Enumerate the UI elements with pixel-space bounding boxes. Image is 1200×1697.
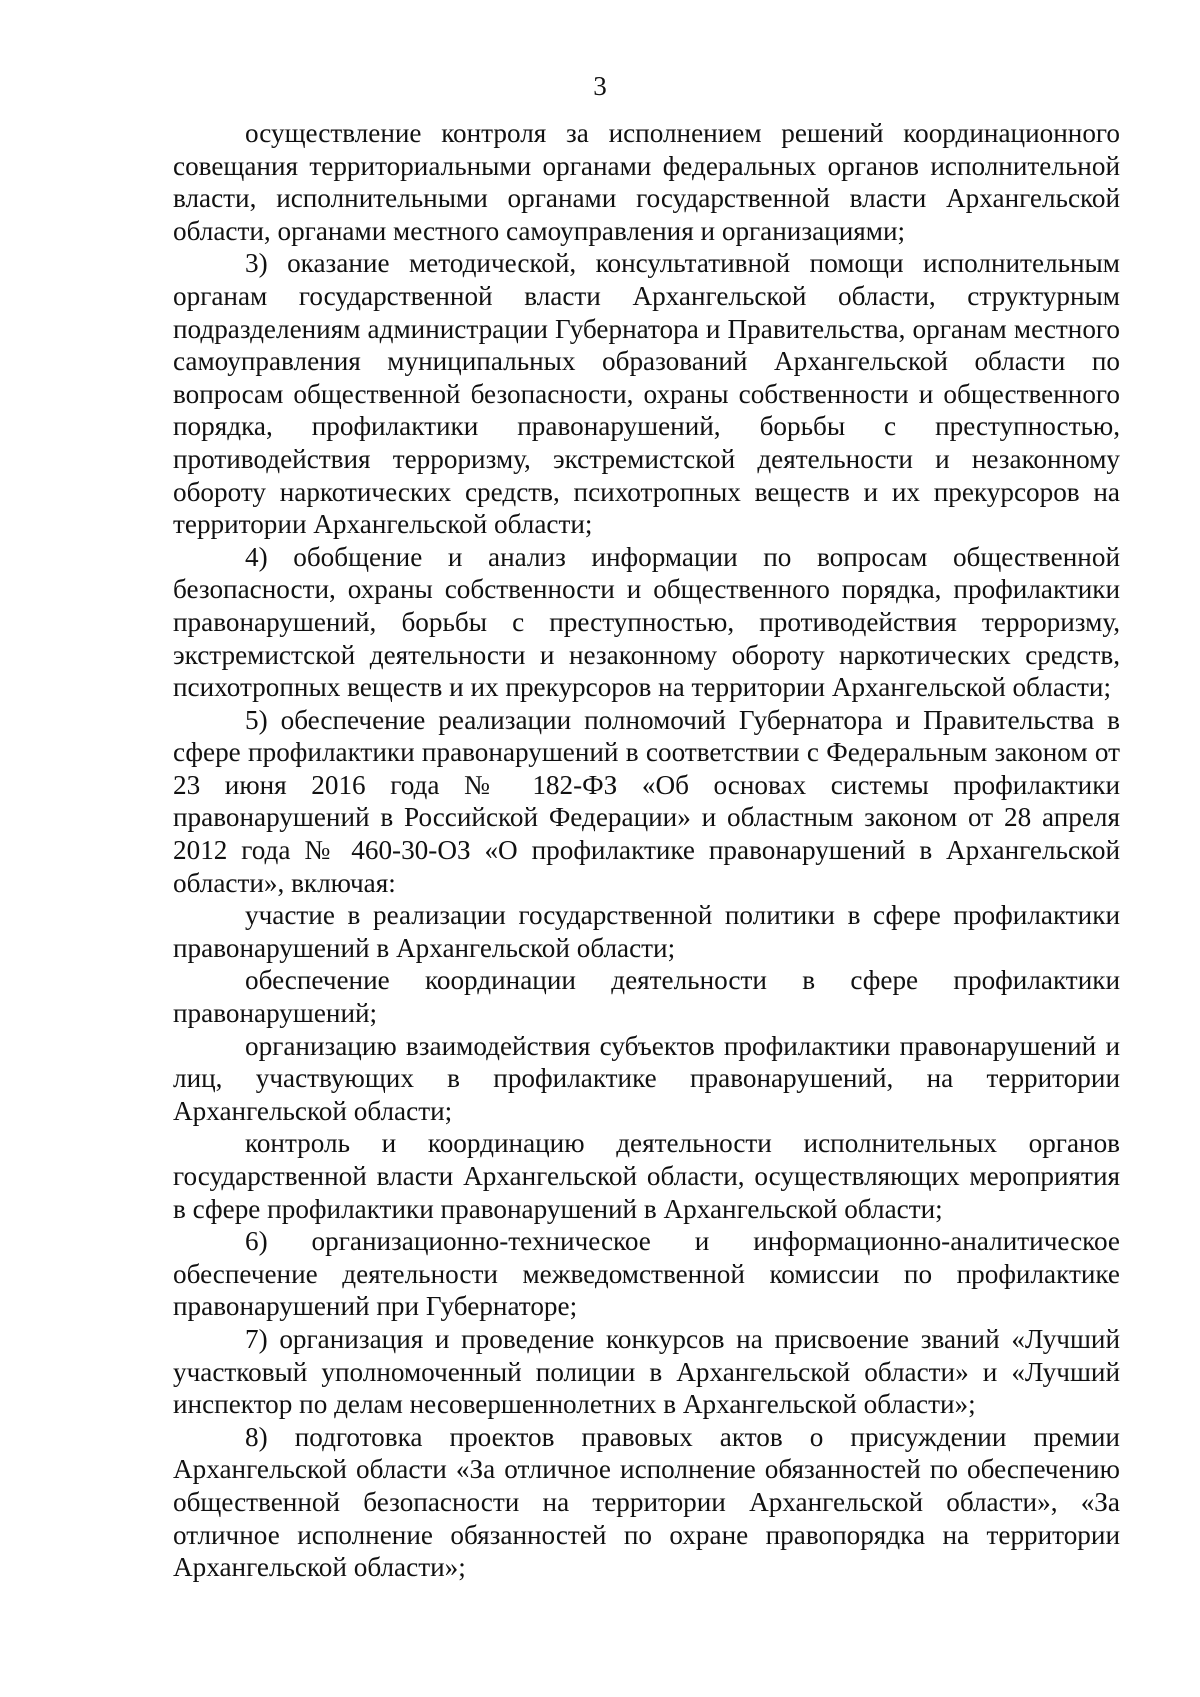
page-number: 3 [593, 71, 607, 101]
paragraph-item-6: 6) организационно-техническое и информационно-аналитическое обеспечение деятельности межведомственной комиссии по профилактике правонарушений при Губернаторе; [173, 1226, 1120, 1322]
paragraph-item-5: 5) обеспечение реализации полномочий Губернатора и Правительства в сфере профилактики правонарушений в соответствии с Федеральным законом от 23 июня 2016 года № 182-ФЗ «Об основах системы профилактики правонарушений в Российской Федерации» и областным законом от 28 апреля 2012 года № 460-30-ОЗ «О профилактике правонарушений в Архангельской области», включая: [173, 704, 1120, 898]
paragraph-item-4: 4) обобщение и анализ информации по вопросам общественной безопасности, охраны собственности и общественного порядка, профилактики правонарушений, борьбы с преступностью, противодействия терроризму, экстремистской деятельности и незаконному обороту наркотических средств, психотропных веществ и их прекурсоров на территории Архангельской области; [173, 541, 1120, 703]
document-body [173, 117, 1120, 1584]
paragraph-control: осуществление контроля за исполнением решений координационного совещания территориальными органами федеральных органов исполнительной власти, исполнительными органами государственной власти Архангельской области, органами местного самоуправления и организациями; [173, 118, 1120, 246]
paragraph-item-7: 7) организация и проведение конкурсов на присвоение званий «Лучший участковый уполномоченный полиции в Архангельской области» и «Лучший инспектор по делам несовершеннолетних в Архангельской области»; [173, 1323, 1120, 1420]
paragraph-item-8: 8) подготовка проектов правовых актов о присуждении премии Архангельской области «За отличное исполнение обязанностей по обеспечению общественной безопасности на территории Архангельской области», «За отличное исполнение обязанностей по охране правопорядка на территории Архангельской области»; [173, 1421, 1120, 1583]
paragraph-item-5-interaction: организацию взаимодействия субъектов профилактики правонарушений и лиц, участвующих в профилактике правонарушений, на территории Архангельской области; [173, 1030, 1120, 1126]
paragraph-item-5-coordination: обеспечение координации деятельности в сфере профилактики правонарушений; [173, 965, 1120, 1029]
paragraph-item-5-control: контроль и координацию деятельности исполнительных органов государственной власти Архангельской области, осуществляющих мероприятия в сфере профилактики правонарушений в Архангельской области; [173, 1128, 1120, 1224]
paragraph-item-3: 3) оказание методической, консультативной помощи исполнительным органам государственной власти Архангельской области, структурным подразделениям администрации Губернатора и Правительства, органам местного самоуправления муниципальных образований Архангельской области по вопросам общественной безопасности, охраны собственности и общественного порядка, профилактики правонарушений, борьбы с преступностью, противодействия терроризму, экстремистской деятельности и незаконному обороту наркотических средств, психотропных веществ и их прекурсоров на территории Архангельской области; [173, 248, 1120, 540]
paragraph-item-5-participation: участие в реализации государственной политики в сфере профилактики правонарушений в Архангельской области; [173, 900, 1120, 963]
